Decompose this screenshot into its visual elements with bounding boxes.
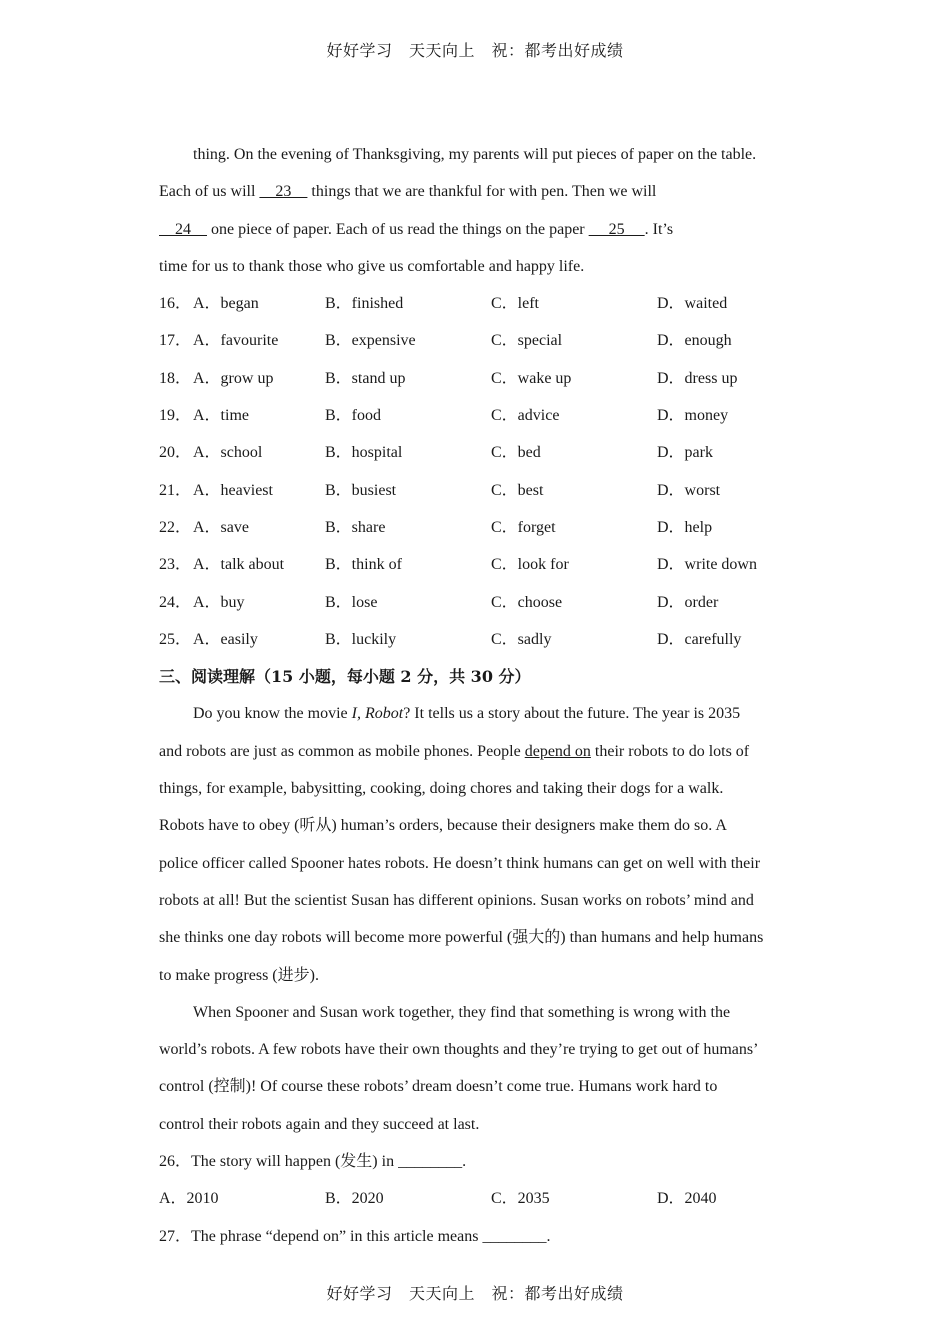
reading-line: control their robots again and they succeed at last. [159,1115,480,1133]
blank-24: 24 [159,220,207,238]
option-c: C．look for [491,556,569,574]
reading-line: control (控制)! Of course these robots’ dream doesn’t come true. Humans work hard to [159,1078,718,1096]
reading-line [159,733,799,770]
question-27: 27．The phrase “depend on” in this article means ________. [159,1227,551,1245]
reading-line: things, for example, babysitting, cooking, doing chores and taking their dogs for a walk. [159,780,724,798]
option-c: C．sadly [491,630,552,648]
option-b: B．share [325,518,386,536]
movie-title: I, Robot [351,705,404,723]
option-c: C．choose [491,593,563,611]
option-b: B．expensive [325,332,416,350]
question-number: 19． [159,407,192,425]
passage-line: thing. On the evening of Thanksgiving, my parents will put pieces of paper on the table. [193,146,757,163]
option-row [159,472,799,509]
text-span: and robots are just as common as mobile phones. People [159,742,525,760]
page-header: 好好学习 天天向上 祝：都考出好成绩 [326,43,624,60]
question-number: 25． [159,630,192,648]
question-number: 17． [159,332,192,350]
option-a: A．time [193,407,249,425]
reading-line [159,695,799,732]
option-a: A．heaviest [193,481,273,499]
text-span: one piece of paper. Each of us read the things on the paper [207,220,589,238]
option-d: D．worst [657,481,721,499]
option-a: A．talk about [193,556,285,574]
option-row [159,285,799,322]
text-span: ? It tells us a story about the future. The year is 2035 [403,705,741,723]
option-row [159,621,799,658]
option-c: C．forget [491,518,556,536]
option-d: D．order [657,593,719,611]
option-d: D．money [657,407,729,425]
option-row [159,546,799,583]
text-span: things that we are thankful for with pen. Then we will [307,183,657,201]
question-number: 21． [159,481,192,499]
option-b: B．busiest [325,481,397,499]
option-row [159,434,799,471]
options-list [159,285,799,658]
option-d: D．dress up [657,369,738,387]
option-b: B．luckily [325,630,397,648]
option-b: B．stand up [325,369,406,387]
option-c: C．best [491,481,544,499]
option-b: B．food [325,407,382,425]
option-d: D．carefully [657,630,742,648]
reading-line: robots at all! But the scientist Susan has different opinions. Susan works on robots’ mind and [159,891,754,909]
option-b: B．lose [325,593,378,611]
option-row [159,360,799,397]
reading-line: Robots have to obey (听从) human’s orders, because their designers make them do so. A [159,817,727,835]
option-c: C．special [491,332,563,350]
option-b: B．hospital [325,444,403,462]
question-number: 24． [159,593,192,611]
question-number: 20． [159,444,192,462]
text-span: Do you know the movie [193,705,352,723]
reading-line: world’s robots. A few robots have their own thoughts and they’re trying to get out of humans’ [159,1041,759,1059]
option-row [159,584,799,621]
passage-line [159,211,799,248]
option-d: D．waited [657,295,728,313]
option-c: C．advice [491,407,560,425]
reading-line: she thinks one day robots will become more powerful (强大的) than humans and help humans [159,929,764,947]
question-number: 18． [159,369,192,387]
option-a: A．easily [193,630,258,648]
option-a: A．school [193,444,263,462]
option-row [159,322,799,359]
reading-line: police officer called Spooner hates robots. He doesn’t think humans can get on well with their [159,854,761,872]
text-span: their robots to do lots of [590,742,750,760]
question-number: 23． [159,556,192,574]
option-a: A．began [193,295,259,313]
option-d: D．enough [657,332,732,350]
option-c: C．2035 [491,1190,550,1208]
option-a: A．save [193,518,249,536]
option-a: A．2010 [159,1190,219,1208]
passage-line [159,173,799,210]
passage-line: time for us to thank those who give us comfortable and happy life. [159,257,585,275]
option-b: B．finished [325,295,404,313]
option-b: B．think of [325,556,402,574]
option-b: B．2020 [325,1190,384,1208]
option-a: A．buy [193,593,245,611]
option-d: D．help [657,518,713,536]
option-d: D．write down [657,556,757,574]
option-c: C．left [491,295,539,313]
question-number: 22． [159,518,192,536]
option-c: C．wake up [491,369,572,387]
underlined-phrase: depend on [524,742,591,760]
section-title: 三、阅读理解（15 小题，每小题 2 分，共 30 分） [159,667,531,687]
blank-23: 23 [259,183,308,201]
document-body [159,136,799,1255]
question-26: 26．The story will happen (发生) in ________. [159,1153,467,1171]
blank-25: 25 [588,220,645,238]
option-d: D．park [657,444,713,462]
option-row [159,397,799,434]
question-26-options [159,1180,799,1217]
reading-line: to make progress (进步). [159,966,319,984]
page-footer: 好好学习 天天向上 祝：都考出好成绩 [326,1286,624,1303]
reading-line: When Spooner and Susan work together, they find that something is wrong with the [193,1003,731,1021]
option-a: A．grow up [193,369,274,387]
option-a: A．favourite [193,332,279,350]
option-c: C．bed [491,444,541,462]
option-row [159,509,799,546]
question-number: 16． [159,295,192,313]
option-d: D．2040 [657,1190,717,1208]
text-span: Each of us will [159,183,260,201]
text-span: . It’s [644,220,674,238]
